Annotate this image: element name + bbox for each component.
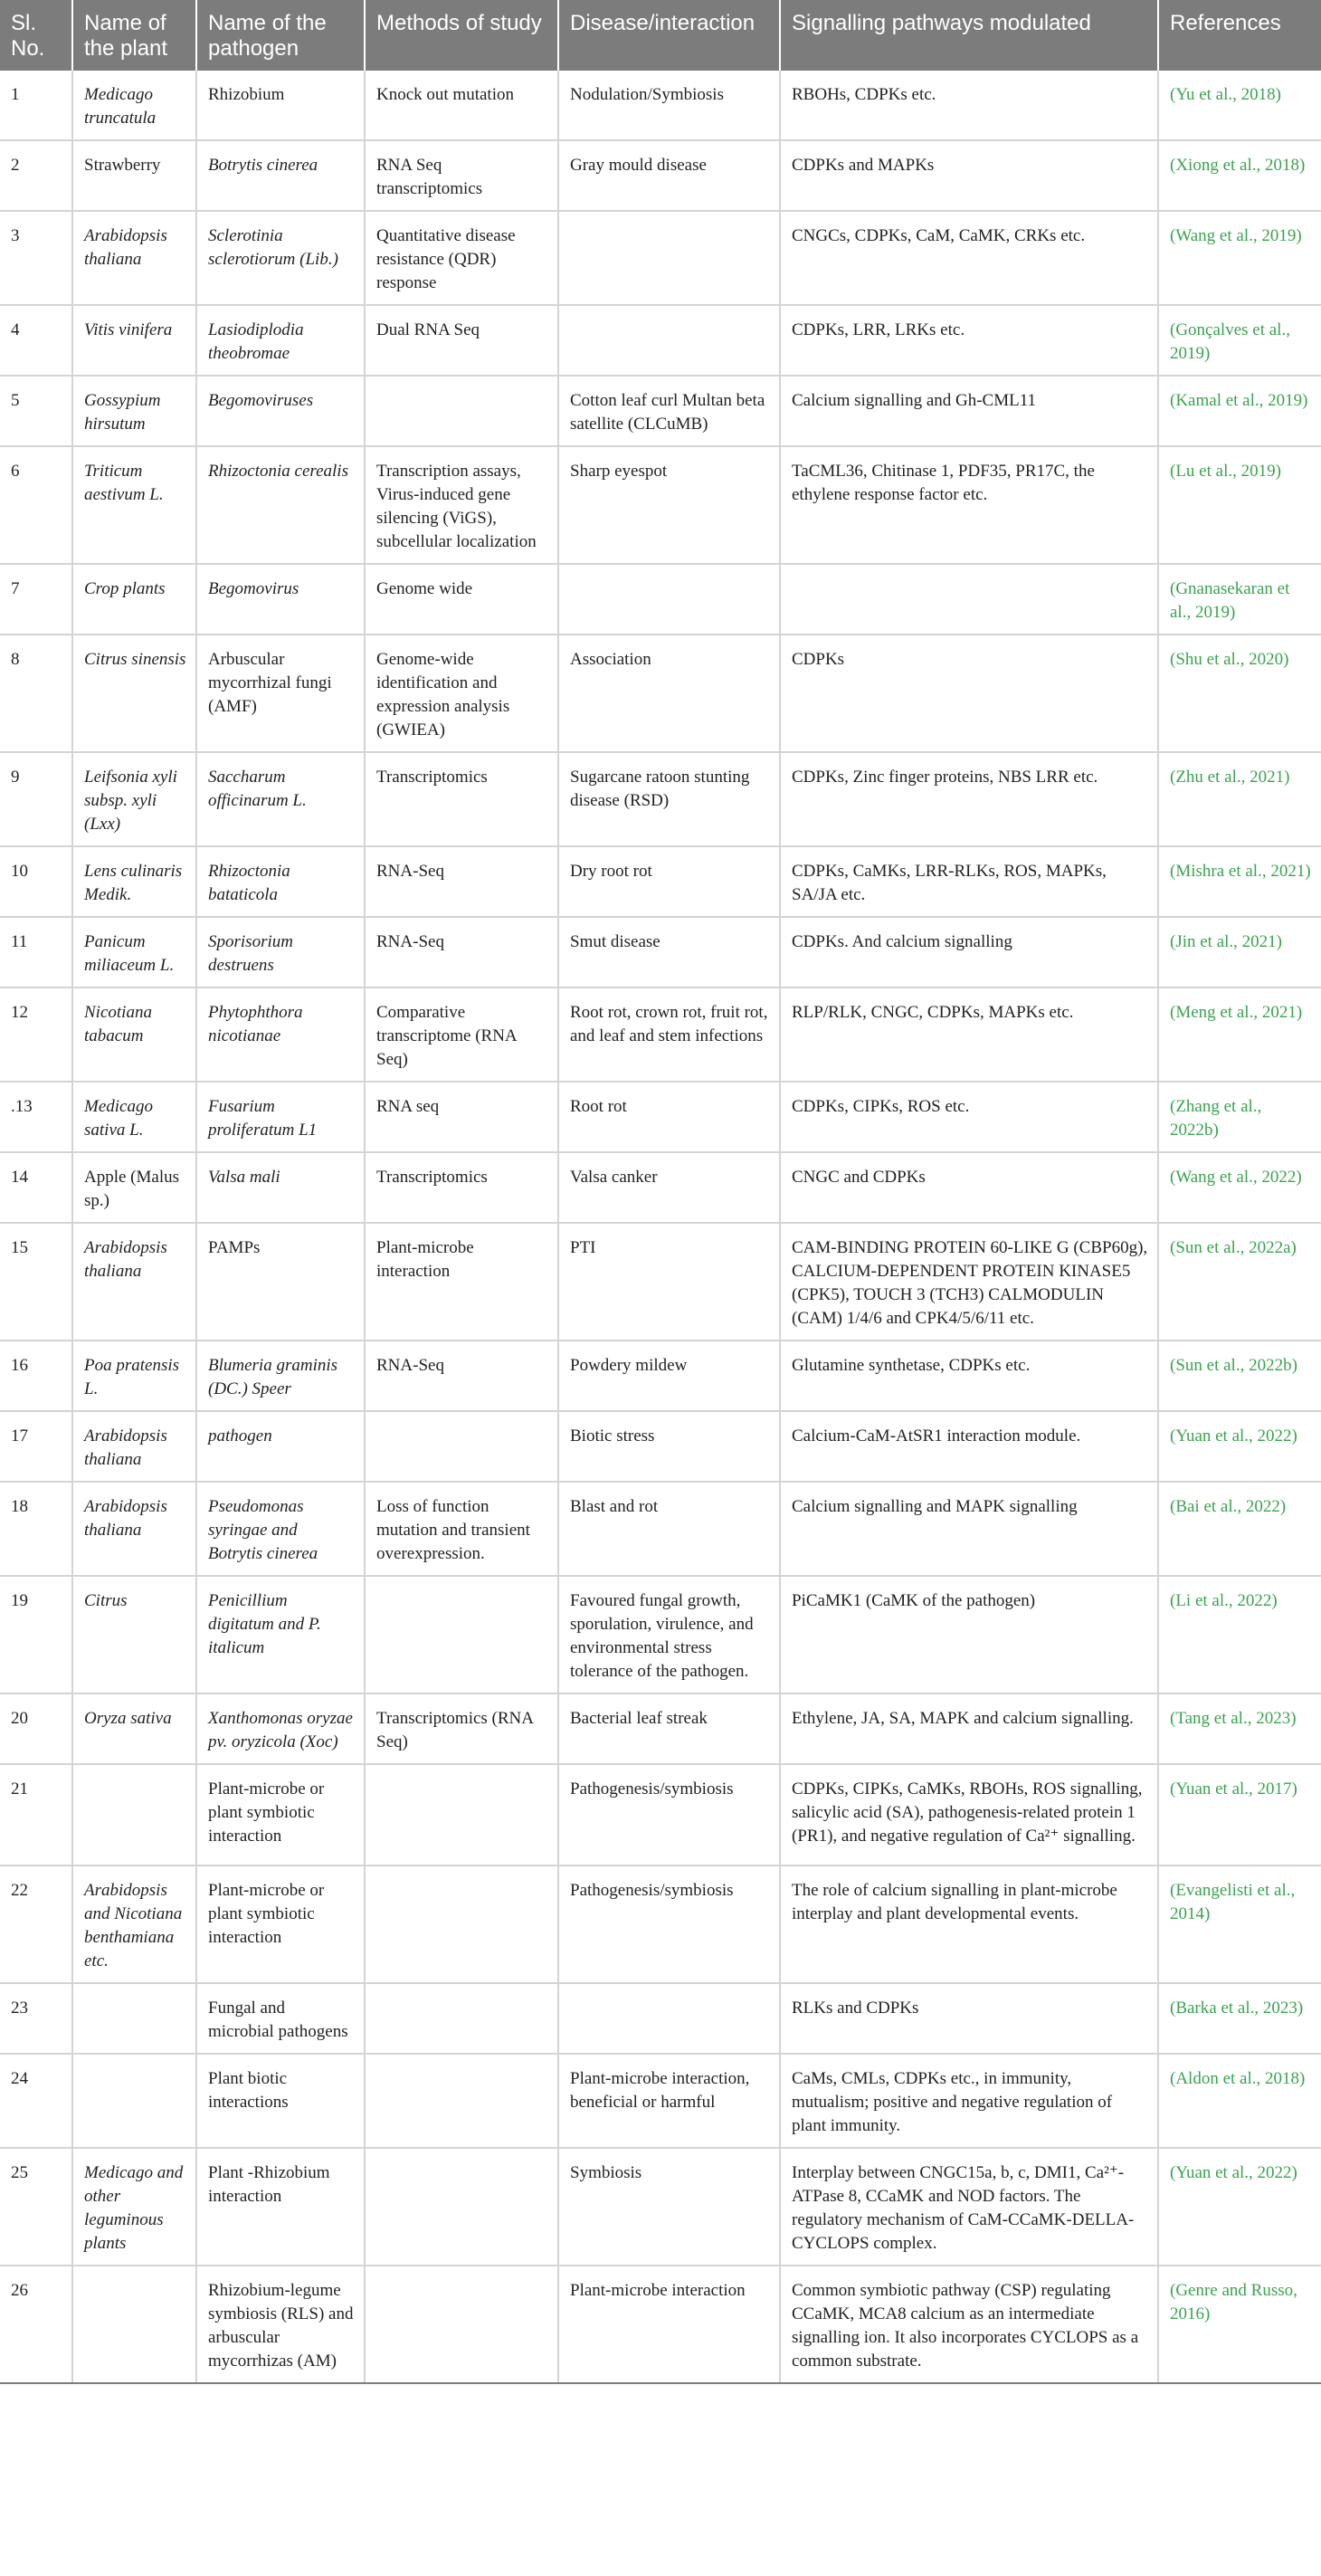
cell-disease: Root rot xyxy=(558,1082,780,1152)
cell-sl-no: 12 xyxy=(0,987,72,1082)
cell-disease: Smut disease xyxy=(558,917,780,987)
cell-methods xyxy=(365,376,558,446)
cell-sl-no: 11 xyxy=(0,917,72,987)
cell-plant: Poa pratensis L. xyxy=(72,1340,196,1411)
cell-pathogen: Begomovirus xyxy=(196,564,365,634)
table-body xyxy=(0,71,1321,2383)
cell-reference[interactable]: (Xiong et al., 2018) xyxy=(1158,140,1321,211)
cell-methods xyxy=(365,1576,558,1693)
header-sl-no: Sl. No. xyxy=(0,0,72,71)
cell-pathways: CAM-BINDING PROTEIN 60-LIKE G (CBP60g), CALCIUM-DEPENDENT PROTEIN KINASE5 (CPK5), TOUCH 3 (TCH3) CALMODULIN (CAM) 1/4/6 and CPK4/5/6/11 etc. xyxy=(780,1223,1158,1340)
cell-disease: Association xyxy=(558,634,780,752)
cell-disease: Blast and rot xyxy=(558,1482,780,1576)
cell-pathogen: Fusarium proliferatum L1 xyxy=(196,1082,365,1152)
cell-disease: PTI xyxy=(558,1223,780,1340)
cell-sl-no: 16 xyxy=(0,1340,72,1411)
cell-pathogen: Saccharum officinarum L. xyxy=(196,752,365,846)
cell-disease xyxy=(558,1983,780,2054)
cell-disease xyxy=(558,564,780,634)
cell-plant: Strawberry xyxy=(72,140,196,211)
cell-disease: Biotic stress xyxy=(558,1411,780,1482)
cell-pathogen: Valsa mali xyxy=(196,1152,365,1223)
cell-pathways: CDPKs, CaMKs, LRR-RLKs, ROS, MAPKs, SA/JA etc. xyxy=(780,846,1158,917)
cell-reference[interactable]: (Aldon et al., 2018) xyxy=(1158,2054,1321,2148)
table-row xyxy=(0,1152,1321,1223)
cell-pathogen: Rhizoctonia bataticola xyxy=(196,846,365,917)
cell-plant: Citrus xyxy=(72,1576,196,1693)
cell-pathways: CDPKs xyxy=(780,634,1158,752)
cell-pathogen: Penicillium digitatum and P. italicum xyxy=(196,1576,365,1693)
cell-pathways: CNGCs, CDPKs, CaM, CaMK, CRKs etc. xyxy=(780,211,1158,305)
cell-sl-no: 5 xyxy=(0,376,72,446)
cell-sl-no: 22 xyxy=(0,1865,72,1983)
cell-pathogen: Sclerotinia sclerotiorum (Lib.) xyxy=(196,211,365,305)
cell-pathogen: Blumeria graminis (DC.) Speer xyxy=(196,1340,365,1411)
cell-reference[interactable]: (Yuan et al., 2022) xyxy=(1158,1411,1321,1482)
cell-reference[interactable]: (Evangelisti et al., 2014) xyxy=(1158,1865,1321,1983)
cell-sl-no: 18 xyxy=(0,1482,72,1576)
header-plant: Name of the plant xyxy=(72,0,196,71)
cell-pathogen: Pseudomonas syringae and Botrytis cinerea xyxy=(196,1482,365,1576)
cell-pathways: RBOHs, CDPKs etc. xyxy=(780,71,1158,140)
cell-plant xyxy=(72,1983,196,2054)
cell-reference[interactable]: (Bai et al., 2022) xyxy=(1158,1482,1321,1576)
cell-methods: Knock out mutation xyxy=(365,71,558,140)
table-row xyxy=(0,634,1321,752)
cell-disease: Symbiosis xyxy=(558,2148,780,2266)
header-methods: Methods of study xyxy=(365,0,558,71)
table-row xyxy=(0,1082,1321,1152)
cell-methods: Plant-microbe interaction xyxy=(365,1223,558,1340)
cell-plant: Leifsonia xyli subsp. xyli (Lxx) xyxy=(72,752,196,846)
cell-reference[interactable]: (Jin et al., 2021) xyxy=(1158,917,1321,987)
cell-pathways: Calcium signalling and MAPK signalling xyxy=(780,1482,1158,1576)
cell-disease: Cotton leaf curl Multan beta satellite (CLCuMB) xyxy=(558,376,780,446)
table-row xyxy=(0,1340,1321,1411)
cell-reference[interactable]: (Wang et al., 2022) xyxy=(1158,1152,1321,1223)
cell-reference[interactable]: (Sun et al., 2022a) xyxy=(1158,1223,1321,1340)
cell-reference[interactable]: (Zhang et al., 2022b) xyxy=(1158,1082,1321,1152)
cell-disease: Sharp eyespot xyxy=(558,446,780,564)
cell-reference[interactable]: (Lu et al., 2019) xyxy=(1158,446,1321,564)
cell-reference[interactable]: (Gonçalves et al., 2019) xyxy=(1158,305,1321,376)
cell-reference[interactable]: (Zhu et al., 2021) xyxy=(1158,752,1321,846)
cell-sl-no: 26 xyxy=(0,2266,72,2383)
cell-reference[interactable]: (Wang et al., 2019) xyxy=(1158,211,1321,305)
cell-methods: Loss of function mutation and transient overexpression. xyxy=(365,1482,558,1576)
cell-methods: Transcriptomics xyxy=(365,1152,558,1223)
header-pathways: Signalling pathways modulated xyxy=(780,0,1158,71)
cell-pathogen: Lasiodiplodia theobromae xyxy=(196,305,365,376)
cell-pathways: Calcium-CaM-AtSR1 interaction module. xyxy=(780,1411,1158,1482)
cell-reference[interactable]: (Barka et al., 2023) xyxy=(1158,1983,1321,2054)
cell-pathways: PiCaMK1 (CaMK of the pathogen) xyxy=(780,1576,1158,1693)
cell-disease: Sugarcane ratoon stunting disease (RSD) xyxy=(558,752,780,846)
cell-methods: Transcriptomics xyxy=(365,752,558,846)
table-row xyxy=(0,376,1321,446)
cell-pathways: CaMs, CMLs, CDPKs etc., in immunity, mutualism; positive and negative regulation of plant immunity. xyxy=(780,2054,1158,2148)
cell-pathways: CNGC and CDPKs xyxy=(780,1152,1158,1223)
table-row xyxy=(0,987,1321,1082)
table-row xyxy=(0,1482,1321,1576)
cell-plant xyxy=(72,2266,196,2383)
header-pathogen: Name of the pathogen xyxy=(196,0,365,71)
cell-pathogen: pathogen xyxy=(196,1411,365,1482)
cell-plant: Arabidopsis thaliana xyxy=(72,1411,196,1482)
cell-reference[interactable]: (Yuan et al., 2017) xyxy=(1158,1764,1321,1865)
cell-disease: Dry root rot xyxy=(558,846,780,917)
cell-plant: Arabidopsis thaliana xyxy=(72,1223,196,1340)
cell-pathways: Calcium signalling and Gh-CML11 xyxy=(780,376,1158,446)
cell-methods: RNA-Seq xyxy=(365,917,558,987)
cell-plant: Medicago and other leguminous plants xyxy=(72,2148,196,2266)
cell-reference[interactable]: (Genre and Russo, 2016) xyxy=(1158,2266,1321,2383)
cell-methods: Transcription assays, Virus-induced gene silencing (ViGS), subcellular localization xyxy=(365,446,558,564)
cell-sl-no: 7 xyxy=(0,564,72,634)
table-row xyxy=(0,917,1321,987)
cell-pathogen: Plant -Rhizobium interaction xyxy=(196,2148,365,2266)
table-row xyxy=(0,211,1321,305)
cell-disease: Plant-microbe interaction xyxy=(558,2266,780,2383)
cell-sl-no: 8 xyxy=(0,634,72,752)
cell-sl-no: 9 xyxy=(0,752,72,846)
cell-disease: Pathogenesis/symbiosis xyxy=(558,1764,780,1865)
cell-methods: Genome-wide identification and expression analysis (GWIEA) xyxy=(365,634,558,752)
cell-plant: Lens culinaris Medik. xyxy=(72,846,196,917)
cell-disease: Favoured fungal growth, sporulation, virulence, and environmental stress tolerance of the pathogen. xyxy=(558,1576,780,1693)
cell-pathways: Interplay between CNGC15a, b, c, DMI1, Ca²⁺-ATPase 8, CCaMK and NOD factors. The regulatory mechanism of CaM-CCaMK-DELLA-CYCLOPS complex. xyxy=(780,2148,1158,2266)
cell-pathways: Glutamine synthetase, CDPKs etc. xyxy=(780,1340,1158,1411)
cell-pathogen: Fungal and microbial pathogens xyxy=(196,1983,365,2054)
cell-pathways: Ethylene, JA, SA, MAPK and calcium signalling. xyxy=(780,1693,1158,1764)
cell-sl-no: 6 xyxy=(0,446,72,564)
cell-disease: Plant-microbe interaction, beneficial or harmful xyxy=(558,2054,780,2148)
cell-sl-no: 24 xyxy=(0,2054,72,2148)
cell-reference[interactable]: (Mishra et al., 2021) xyxy=(1158,846,1321,917)
cell-methods xyxy=(365,2148,558,2266)
cell-pathogen: Rhizobium xyxy=(196,71,365,140)
cell-sl-no: 10 xyxy=(0,846,72,917)
cell-sl-no: 19 xyxy=(0,1576,72,1693)
cell-pathways: The role of calcium signalling in plant-microbe interplay and plant developmental events. xyxy=(780,1865,1158,1983)
header-disease: Disease/interaction xyxy=(558,0,780,71)
cell-disease xyxy=(558,305,780,376)
cell-disease: Powdery mildew xyxy=(558,1340,780,1411)
cell-reference[interactable]: (Sun et al., 2022b) xyxy=(1158,1340,1321,1411)
cell-plant: Panicum miliaceum L. xyxy=(72,917,196,987)
cell-methods: RNA Seq transcriptomics xyxy=(365,140,558,211)
table-row xyxy=(0,1865,1321,1983)
cell-methods: Comparative transcriptome (RNA Seq) xyxy=(365,987,558,1082)
cell-disease: Gray mould disease xyxy=(558,140,780,211)
cell-sl-no: 17 xyxy=(0,1411,72,1482)
table-row xyxy=(0,1764,1321,1865)
table-row xyxy=(0,752,1321,846)
cell-pathogen: Rhizoctonia cerealis xyxy=(196,446,365,564)
cell-sl-no: 15 xyxy=(0,1223,72,1340)
cell-reference[interactable]: (Yuan et al., 2022) xyxy=(1158,2148,1321,2266)
cell-methods: Quantitative disease resistance (QDR) response xyxy=(365,211,558,305)
cell-pathogen: Rhizobium-legume symbiosis (RLS) and arbuscular mycorrhizas (AM) xyxy=(196,2266,365,2383)
cell-plant: Crop plants xyxy=(72,564,196,634)
cell-methods: RNA-Seq xyxy=(365,1340,558,1411)
cell-reference[interactable]: (Yu et al., 2018) xyxy=(1158,71,1321,140)
cell-pathogen: Plant-microbe or plant symbiotic interaction xyxy=(196,1764,365,1865)
cell-plant: Citrus sinensis xyxy=(72,634,196,752)
table-row xyxy=(0,1223,1321,1340)
cell-disease: Nodulation/Symbiosis xyxy=(558,71,780,140)
cell-methods xyxy=(365,1865,558,1983)
cell-methods: Dual RNA Seq xyxy=(365,305,558,376)
cell-methods xyxy=(365,1411,558,1482)
cell-sl-no: 23 xyxy=(0,1983,72,2054)
cell-reference[interactable]: (Tang et al., 2023) xyxy=(1158,1693,1321,1764)
cell-sl-no: 20 xyxy=(0,1693,72,1764)
header-references: References xyxy=(1158,0,1321,71)
cell-pathways: RLP/RLK, CNGC, CDPKs, MAPKs etc. xyxy=(780,987,1158,1082)
cell-sl-no: 4 xyxy=(0,305,72,376)
cell-methods xyxy=(365,1764,558,1865)
table-row xyxy=(0,446,1321,564)
table-row xyxy=(0,2148,1321,2266)
cell-plant: Oryza sativa xyxy=(72,1693,196,1764)
cell-plant: Arabidopsis and Nicotiana benthamiana etc. xyxy=(72,1865,196,1983)
cell-disease: Valsa canker xyxy=(558,1152,780,1223)
table-row xyxy=(0,1576,1321,1693)
table-row xyxy=(0,564,1321,634)
cell-pathways: CDPKs, LRR, LRKs etc. xyxy=(780,305,1158,376)
cell-plant: Arabidopsis thaliana xyxy=(72,211,196,305)
cell-sl-no: 14 xyxy=(0,1152,72,1223)
cell-pathways: CDPKs and MAPKs xyxy=(780,140,1158,211)
table-header xyxy=(0,0,1321,71)
cell-plant xyxy=(72,1764,196,1865)
cell-pathogen: Plant-microbe or plant symbiotic interaction xyxy=(196,1865,365,1983)
cell-pathogen: Botrytis cinerea xyxy=(196,140,365,211)
cell-methods xyxy=(365,2266,558,2383)
table-row xyxy=(0,71,1321,140)
cell-methods: RNA seq xyxy=(365,1082,558,1152)
cell-methods: RNA-Seq xyxy=(365,846,558,917)
table-row xyxy=(0,2054,1321,2148)
cell-sl-no: 3 xyxy=(0,211,72,305)
cell-reference[interactable]: (Kamal et al., 2019) xyxy=(1158,376,1321,446)
cell-pathways: CDPKs. And calcium signalling xyxy=(780,917,1158,987)
cell-plant: Nicotiana tabacum xyxy=(72,987,196,1082)
cell-disease: Root rot, crown rot, fruit rot, and leaf and stem infections xyxy=(558,987,780,1082)
cell-pathogen: Plant biotic interactions xyxy=(196,2054,365,2148)
cell-plant: Gossypium hirsutum xyxy=(72,376,196,446)
cell-pathways: CDPKs, CIPKs, ROS etc. xyxy=(780,1082,1158,1152)
cell-reference[interactable]: (Li et al., 2022) xyxy=(1158,1576,1321,1693)
cell-pathways: Common symbiotic pathway (CSP) regulating CCaMK, MCA8 calcium as an intermediate signalling ion. It also incorporates CYCLOPS as a common substrate. xyxy=(780,2266,1158,2383)
table-row xyxy=(0,140,1321,211)
cell-pathways: TaCML36, Chitinase 1, PDF35, PR17C, the ethylene response factor etc. xyxy=(780,446,1158,564)
cell-methods: Genome wide xyxy=(365,564,558,634)
cell-plant xyxy=(72,2054,196,2148)
cell-plant: Medicago sativa L. xyxy=(72,1082,196,1152)
cell-sl-no: 25 xyxy=(0,2148,72,2266)
cell-pathways: CDPKs, CIPKs, CaMKs, RBOHs, ROS signalling, salicylic acid (SA), pathogenesis-related protein 1 (PR1), and negative regulation of Ca²⁺ signalling. xyxy=(780,1764,1158,1865)
cell-reference[interactable]: (Meng et al., 2021) xyxy=(1158,987,1321,1082)
cell-pathways: CDPKs, Zinc finger proteins, NBS LRR etc. xyxy=(780,752,1158,846)
table-row xyxy=(0,1983,1321,2054)
cell-pathways: RLKs and CDPKs xyxy=(780,1983,1158,2054)
table-row xyxy=(0,305,1321,376)
cell-pathogen: Begomoviruses xyxy=(196,376,365,446)
cell-reference[interactable]: (Gnanasekaran et al., 2019) xyxy=(1158,564,1321,634)
cell-plant: Vitis vinifera xyxy=(72,305,196,376)
cell-plant: Arabidopsis thaliana xyxy=(72,1482,196,1576)
header-row xyxy=(0,0,1321,71)
cell-plant: Medicago truncatula xyxy=(72,71,196,140)
cell-disease xyxy=(558,211,780,305)
table-row xyxy=(0,1693,1321,1764)
cell-sl-no: 2 xyxy=(0,140,72,211)
cell-methods xyxy=(365,2054,558,2148)
cell-reference[interactable]: (Shu et al., 2020) xyxy=(1158,634,1321,752)
cell-plant: Apple (Malus sp.) xyxy=(72,1152,196,1223)
table-row xyxy=(0,1411,1321,1482)
cell-methods: Transcriptomics (RNA Seq) xyxy=(365,1693,558,1764)
cell-pathogen: Xanthomonas oryzae pv. oryzicola (Xoc) xyxy=(196,1693,365,1764)
table-row xyxy=(0,846,1321,917)
cell-plant: Triticum aestivum L. xyxy=(72,446,196,564)
cell-pathogen: Arbuscular mycorrhizal fungi (AMF) xyxy=(196,634,365,752)
cell-pathogen: PAMPs xyxy=(196,1223,365,1340)
table-row xyxy=(0,2266,1321,2383)
cell-methods xyxy=(365,1983,558,2054)
cell-disease: Pathogenesis/symbiosis xyxy=(558,1865,780,1983)
cell-disease: Bacterial leaf streak xyxy=(558,1693,780,1764)
cell-pathways xyxy=(780,564,1158,634)
cell-sl-no: .13 xyxy=(0,1082,72,1152)
cell-pathogen: Sporisorium destruens xyxy=(196,917,365,987)
cell-sl-no: 21 xyxy=(0,1764,72,1865)
cell-sl-no: 1 xyxy=(0,71,72,140)
cell-pathogen: Phytophthora nicotianae xyxy=(196,987,365,1082)
